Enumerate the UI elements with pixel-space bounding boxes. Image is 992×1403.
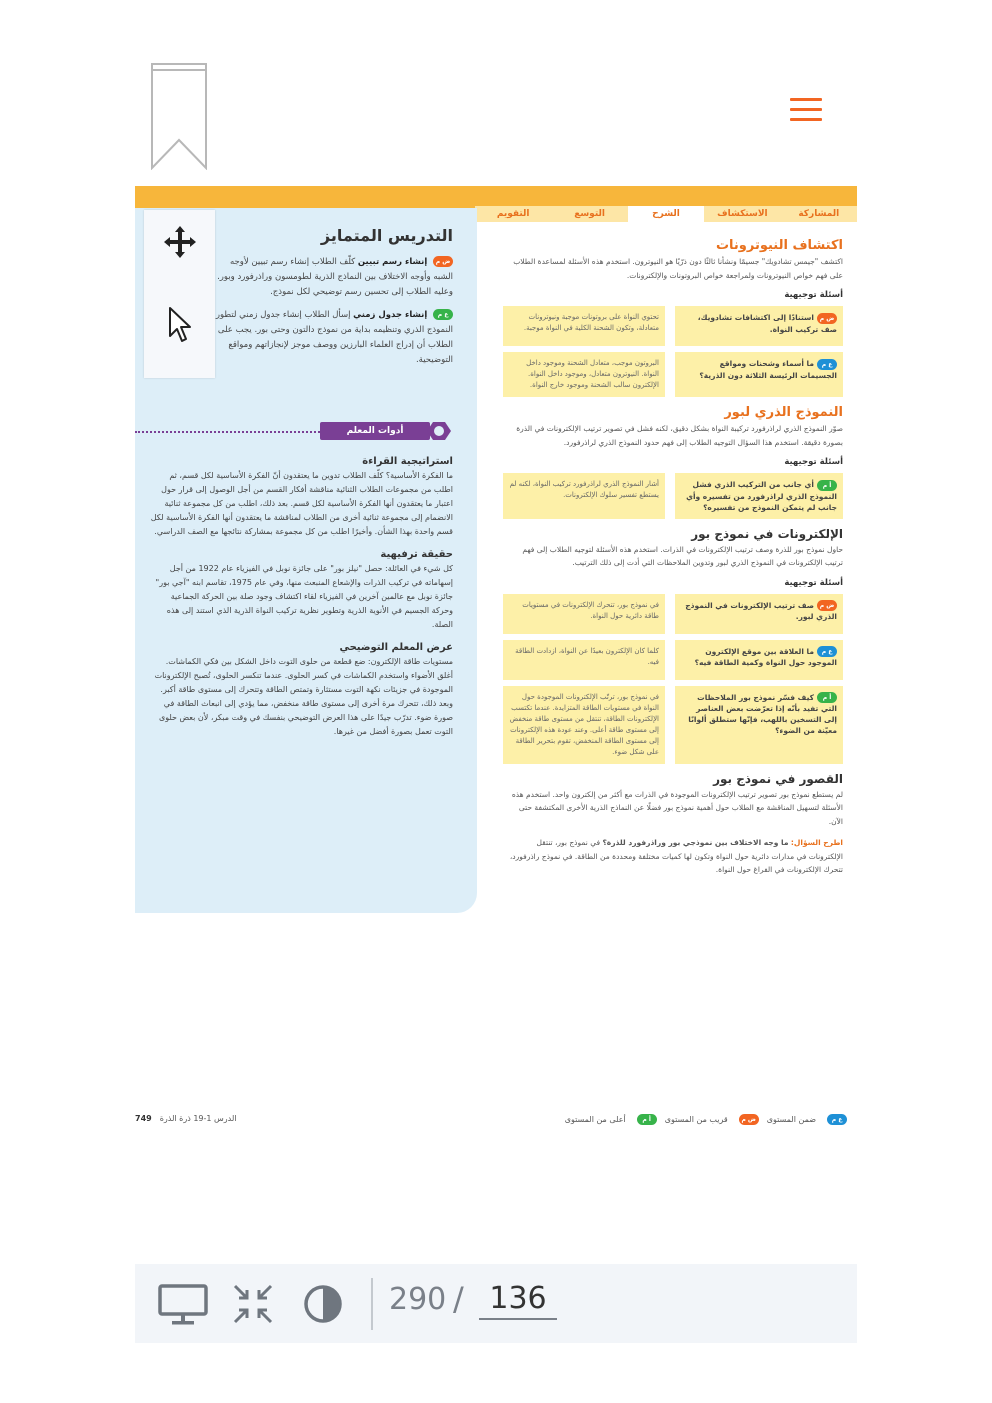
item-lead: إنشاء رسم تبيين (357, 257, 428, 267)
level-badge: ض م (817, 600, 837, 611)
answer-box: أشار النموذج الذري لراذرفورد تركيب النواة، لكنه لم يستطع تفسير سلوك الإلكترونات. (503, 473, 665, 519)
document-page (135, 186, 857, 1136)
section-heading: عرض المعلم التوضيحي (339, 642, 453, 653)
answer-box: في نموذج بور، تتحرك الإلكترونات في مستويات طاقة دائرية حول النواة. (503, 594, 665, 634)
teacher-tools-bar (135, 422, 453, 440)
qa-row (503, 686, 843, 764)
toolbar-divider (371, 1278, 373, 1330)
question-box (675, 594, 843, 634)
tab-engage[interactable]: المشاركة (798, 209, 840, 219)
legend-label: ضمن المستوى (766, 1115, 816, 1124)
question-text: كيف فسّر نموذج بور الملاحظات التي تفيد بأنّه إذا تعرّضت بعض العناصر إلى التسخين باللهب، فإنّها ستطلق ألوانًا معيّنة من الضوء؟ (688, 692, 837, 735)
collapse-icon[interactable] (227, 1282, 279, 1326)
qa-row (503, 352, 843, 397)
section-text: اكتشف "جيمس تشادويك" جسيمًا ونشأنا ثالثًا دون ذرّيًا هو النيوترون. استخدم هذه الأسئلة لمساعدة الطلاب على فهم خواص النيوترونات ولمراجعة خواص البروتونات والإلكترونات. (513, 257, 843, 280)
level-legend (565, 1114, 847, 1125)
legend-label: قريب من المستوى (664, 1115, 728, 1124)
section-text: كل شيء في العائلة: حصل "نيلز بور" على جائزة نوبل في الفيزياء عام 1922 من أجل إسهاماته في تركيب الذرات والإشعاع المنبعث منها، وفي عام 1975، تقاسم ابنه "آجي بور" جائزة نوبل مع عالمين آخرين في الفيزياء لقاء اكتشاف وجود صلة بين الحركة الجماعية وحركة الجسيم في الأنوية الذرية وتطوير نظرية تركيب النواة الذرية الذي استند إلى هذه الصلة. (155, 564, 453, 629)
section-title: النموذج الذري لبور (724, 405, 843, 420)
section-heading: حقيقة ترفيهية (380, 549, 453, 560)
question-box (675, 473, 843, 519)
ask-question-text: ما وجه الاختلاف بين نموذجي بور وراذرفورد للذرة؟ (602, 838, 789, 847)
page-separator: / (453, 1280, 464, 1318)
section-title: القصور في نموذج بور (713, 771, 843, 786)
total-pages: 290 (389, 1282, 447, 1317)
move-icon[interactable] (162, 224, 198, 260)
tools-hex-icon (427, 422, 451, 440)
header-band (135, 186, 857, 208)
question-text: ما أسماء وشحنات ومواقع الجسيمات الرئيسة الثلاثة دون الذرية؟ (699, 359, 837, 380)
question-text: استنادًا إلى اكتشافات تشادويك، صف تركيب النواة. (697, 313, 837, 334)
level-badge: ض م (739, 1114, 759, 1125)
page-footer (135, 1114, 857, 1130)
ask-question (503, 836, 843, 877)
question-box (675, 306, 843, 346)
level-badge: ض م (817, 313, 837, 324)
item-text: كلّف الطلاب إنشاء رسم تبيين لأوجه الشبه وأوجه الاختلاف بين النماذج الذرية لطومسون وراذرفورد وبور. وعليه الطلاب إلى تحسين رسم توضيحي لكل نموذج. (217, 257, 453, 297)
level-badge: ع م (817, 646, 837, 657)
tab-evaluate[interactable]: التقويم (496, 209, 530, 219)
guiding-questions-label: أسئلة توجيهية (784, 457, 843, 467)
guiding-questions-label: أسئلة توجيهية (784, 577, 843, 588)
level-badge: ع م (827, 1114, 847, 1125)
pointer-cursor-icon[interactable] (168, 306, 192, 346)
qa-row (503, 594, 843, 634)
footer-left (135, 1114, 435, 1123)
monitor-icon[interactable] (157, 1282, 209, 1326)
question-text: ما العلاقة بين موقع الإلكترون الموجود حول النواة وكمية الطاقة فيه؟ (694, 646, 837, 667)
lesson-label: الدرس 1-19 ذرة الذرة (159, 1114, 237, 1123)
tab-elaborate[interactable]: التوسع (574, 209, 605, 219)
section-title: الإلكترونات في نموذج بور (691, 526, 843, 541)
section-text: لم يستطع نموذج بور تصوير ترتيب الإلكترونات الموجودة في الذرات مع أكثر من إلكترون واحد. استخدم هذه الأسئلة لتسهيل المناقشة مع الطلاب حول أهمية نموذج بور فضلًا عن النماذج الذرية الأخرى المكتشفة حتى الآن. (511, 789, 843, 826)
answer-box: تحتوي النواة على بروتونات موجبة ونيوترونات متعادلة، وتكون الشحنة الكلية في النواة موجبة. (503, 306, 665, 346)
bookmark-icon[interactable] (150, 62, 208, 170)
section-tabs (475, 206, 857, 222)
legend-label: أعلى من المستوى (564, 1115, 626, 1124)
floating-tool-panel (144, 210, 215, 378)
level-badge: ع م (817, 359, 837, 370)
ask-label: اطرح السؤال: (790, 838, 843, 847)
level-badge: أ م (637, 1114, 657, 1125)
viewer-toolbar (135, 1264, 857, 1343)
guiding-questions-label: أسئلة توجيهية (784, 290, 843, 300)
qa-row (503, 306, 843, 346)
main-content (503, 238, 843, 885)
section-text: صوّر النموذج الذري لراذرفورد تركيبة النواة بشكل دقيق، لكنه فشل في تصوير ترتيب الإلكترونات في الذرة بصورة دقيقة. استخدم هذا السؤال التوجيه الطلاب إلى فهم حدود النموذج الذري لراذرفورد. (516, 424, 843, 447)
ask-answer-text: في نموذج بور، تنتقل الإلكترونات في مدارات دائرية حول النواة وتكون لها كميات مختلفة ومحددة من الطاقة. في نموذج راذرفورد، تتحرك الإلكترونات في الفراغ حول النواة. (509, 838, 843, 874)
section-title: اكتشاف النيوترونات (715, 238, 843, 253)
question-box (675, 686, 843, 764)
item-lead: إنشاء جدول زمني (353, 310, 428, 320)
item-text: إسأل الطلاب إنشاء جدول زمني لتطور النموذج الذري وتنظيمه بداية من نموذج دالتون وحتى بور. يجب على الطلاب أن إدراج العلماء البارزين ووصف موجز لإنجازاتهم ومواقع التوضيحية. (215, 310, 453, 365)
qa-row (503, 473, 843, 519)
fun-fact (149, 549, 453, 632)
current-page-input[interactable] (479, 1278, 557, 1320)
contrast-icon[interactable] (297, 1282, 349, 1326)
answer-box: كلما كان الإلكترون بعيدًا عن النواة، ازدادت الطاقة فيه. (503, 640, 665, 680)
answer-box: في نموذج بور، ترتّب الإلكترونات الموجودة حول النواة في مستويات الطاقة المتزايدة. عندما تكتسب الإلكترونات الطاقة، تنتقل من مستوى طاقة منخفض إلى مستوى طاقة أعلى. وعند عودة هذه الإلكترونات إلى مستوى الطاقة المنخفض، تقوم بتحرير الطاقة على شكل ضوء. (503, 686, 665, 764)
reading-strategy (149, 456, 453, 539)
level-badge: ع م (433, 309, 453, 320)
teacher-demo (149, 642, 453, 739)
section-heading: استراتيجية القراءة (362, 456, 453, 467)
question-text: أي جانب من التركيب الذري فشل النموذج الذري لراذرفورد من تفسيره وأي جانب لم يتمكن النموذج من تفسيره؟ (686, 480, 837, 512)
section-text: حاول نموذج بور للذرة وصف ترتيب الإلكترونات في الذرات. استخدم هذه الأسئلة لتوجيه الطلاب إلى فهم ترتيب الإلكترونات في النموذج الذري لبور وتدوين الملاحظات التي أدت إلى ذلك الترتيب. (522, 544, 843, 567)
level-badge: أ م (817, 692, 837, 703)
menu-icon[interactable] (790, 98, 822, 122)
level-badge: أ م (817, 480, 837, 491)
tab-explain[interactable]: الشرح (628, 206, 704, 222)
sidebar-item (213, 255, 453, 300)
section-text: مستويات طاقة الإلكترون: ضع قطعة من حلوى التوت داخل الشكل بين فكي الكماشات. أغلق الأضواء واستخدم الكماشات في كسر الحلوى. عندما تنكسر الحلوى، تُصبح الإلكترونات الموجودة في جزيئات نكهة التوت مستثارة وتمتص الطاقة وتتحرك إلى مستوى طاقة أكبر. وبعد ذلك، تتحرك مرة أخرى إلى مستوى طاقة منخفض، مما يؤدي إلى انبعاث الطاقة في صورة ضوء. تدرّب جيدًا على هذا العرض التوضيحي بنفسك في وقت مبكر، لأن بعض حلوى التوت تعمل بصورة أفضل من غيرها. (154, 657, 453, 736)
page-number: 749 (135, 1114, 152, 1123)
dotted-divider (135, 431, 320, 433)
question-box (675, 640, 843, 680)
question-box (675, 352, 843, 397)
qa-row (503, 640, 843, 680)
level-badge: ض م (433, 256, 453, 267)
teacher-tools-label: أدوات المعلم (320, 422, 430, 440)
answer-box: البروتون موجب، متعادل الشحنة وموجود داخل النواة. النيوترون متعادل، وموجود داخل النواة. الإلكترون سالب الشحنة وموجود خارج النواة. (503, 352, 665, 397)
section-text: ما الفكرة الأساسية؟ كلّف الطلاب تدوين ما يعتقدون أنّ الفكرة الأساسية لكل قسم، ثم اطلب من مجموعات الطلاب الثنائية مناقشة أفكار القسم من أجل الوصول إلى قرار حول اعتبار ما يعتقدون أنها الفكرة الأساسية لكل قسم. بعد ذلك، اطلب من كل مجموعة ثنائية الانضمام إلى مجموعة ثنائية أخرى من الطلاب لمناقشة ما يعتقدون أنها الفكرة الأساسية لكل قسم واحدة بهذا الشأن. وأخيرًا اطلب من كل مجموعة بمشاركة نتائجها مع الصف الدراسي. (150, 471, 453, 536)
question-text: صف ترتيب الإلكترونات في النموذج الذري لبور. (685, 600, 837, 621)
sidebar-title: التدريس المتمايز (320, 226, 453, 245)
sidebar-item (213, 308, 453, 368)
tab-explore[interactable]: الاستكشاف (717, 209, 768, 219)
